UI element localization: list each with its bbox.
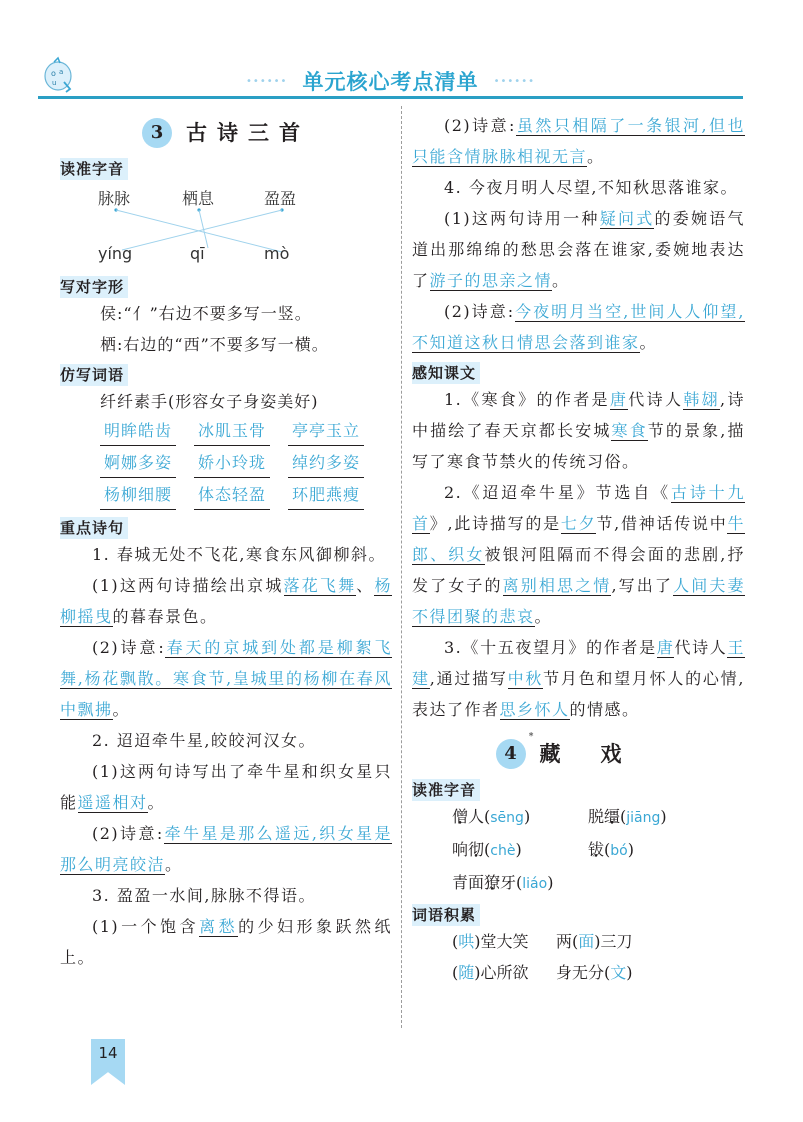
text: 》,此诗描写的是 — [429, 514, 561, 533]
idiom-answer: 随 — [458, 963, 475, 982]
answer-word: 体态轻盈 — [194, 481, 270, 510]
answer: 唐 — [609, 390, 629, 409]
lesson-title: 古诗三首 — [186, 119, 310, 145]
match-word: 脉脉 — [98, 189, 131, 208]
text: 3.《十五夜望月》的作者是 — [444, 638, 657, 657]
idiom-row — [412, 957, 745, 988]
idiom: 身无分(文) — [556, 963, 633, 982]
pinyin-answer: sēng — [490, 810, 524, 826]
answer: 古诗十九首 — [412, 483, 745, 533]
answer: 落花飞舞 — [283, 576, 357, 595]
answer: 春天的京城到处都是柳絮飞舞,杨花飘散。寒食节,皇城里的杨柳在春风中飘拂 — [60, 638, 392, 719]
dotted-char: 彻 — [468, 840, 485, 859]
column-divider — [401, 106, 402, 1028]
text: 节的景象,描写了寒食节禁火的传统习俗。 — [412, 421, 745, 471]
header-rule — [38, 96, 743, 99]
section-label-write: 写对字形 — [60, 276, 128, 298]
answer: 七夕 — [560, 514, 597, 533]
imitate-example: 纤纤素手(形容女子身姿美好) — [100, 392, 319, 411]
answer: 唐 — [656, 638, 675, 657]
answer: 王建 — [412, 638, 745, 688]
pinyin-matching-exercise — [60, 180, 392, 272]
imitate-answers-grid — [60, 417, 392, 513]
page-header-title: 单元核心考点清单 — [302, 69, 479, 94]
write-tip: 侯:“亻”右边不要多写一竖。 — [100, 304, 312, 323]
idiom-answer: 文 — [610, 963, 627, 982]
poem-line: 1. 春城无处不飞花,寒食东风御柳斜。 — [92, 545, 386, 564]
left-column — [60, 110, 392, 973]
svg-text:u: u — [52, 79, 57, 87]
answer: 寒食 — [611, 421, 648, 440]
idiom-answer: 哄 — [458, 932, 475, 951]
question — [60, 818, 392, 880]
question — [60, 570, 392, 632]
pinyin-answer: bó — [610, 843, 628, 859]
question-text: (2)诗意: — [444, 302, 515, 321]
question-text: 。 — [165, 855, 183, 874]
section-label-key-lines: 重点诗句 — [60, 517, 128, 539]
question-text: (1)这两句诗用一种 — [444, 209, 600, 228]
section-label-pronunciation: 读准字音 — [412, 779, 480, 801]
lesson-number-badge: 3 — [142, 118, 172, 148]
answer: 离愁 — [199, 917, 239, 936]
lesson-4-heading — [412, 731, 745, 775]
pinyin-answer: chè — [490, 843, 516, 859]
lesson-number-badge — [496, 731, 534, 769]
question — [60, 756, 392, 818]
write-tip: 栖:右边的“西”不要多写一横。 — [100, 335, 329, 354]
dotted-char: 僧 — [452, 807, 469, 826]
question-text: 。 — [639, 333, 658, 352]
decorative-dots-right: •••••• — [493, 75, 535, 87]
answer: 遥遥相对 — [77, 793, 148, 812]
text: 1.《寒食》的作者是 — [444, 390, 610, 409]
question-text: 。 — [147, 793, 166, 812]
pinyin-item: 僧人(sēng) — [452, 807, 531, 826]
dotted-char: 獠 — [484, 873, 501, 892]
answer: 人间夫妻不得团聚的悲哀 — [412, 576, 745, 626]
answer: 思乡怀人 — [499, 700, 570, 719]
match-pinyin: mò — [264, 244, 290, 263]
answer: 离别相思之情 — [502, 576, 612, 595]
section-label-word-accumulation: 词语积累 — [412, 904, 480, 926]
question — [60, 632, 392, 725]
answer-word: 娇小玲珑 — [194, 449, 270, 478]
question-text: (2)诗意: — [92, 824, 164, 843]
question-text: 的暮春景色。 — [112, 607, 218, 626]
idiom-answer: 面 — [578, 932, 595, 951]
pinyin-item: 钹(bó) — [588, 840, 634, 859]
answer-word: 亭亭玉立 — [288, 417, 364, 446]
right-column — [412, 110, 745, 988]
answer-word: 冰肌玉骨 — [194, 417, 270, 446]
pinyin-row — [412, 801, 745, 834]
match-pinyin: yíng — [98, 244, 133, 263]
match-pinyin: qī — [190, 244, 205, 263]
answer: 今夜明月当空,世间人人仰望,不知道这秋日情思会落到谁家 — [412, 302, 745, 352]
pinyin-answer: liáo — [522, 876, 548, 892]
question-text: 。 — [112, 700, 131, 719]
question — [412, 110, 745, 172]
idiom-text: 心所欲 — [480, 963, 529, 982]
poem-line: 2. 迢迢牵牛星,皎皎河汉女。 — [92, 731, 316, 750]
svg-text:o: o — [51, 69, 56, 78]
match-word: 盈盈 — [264, 189, 297, 208]
text: 节,借神话传说中 — [596, 514, 728, 533]
answer-word: 婀娜多姿 — [100, 449, 176, 478]
lesson-number: 4 — [504, 742, 517, 764]
idiom-text: 三刀 — [600, 932, 633, 951]
poem-line: 3. 盈盈一水间,脉脉不得语。 — [92, 886, 316, 905]
text: 代诗人 — [674, 638, 728, 657]
answer: 虽然只相隔了一条银河,但也只能含情脉脉相视无言 — [412, 116, 745, 166]
question-text: 。 — [552, 271, 570, 290]
section-label-perceive: 感知课文 — [412, 362, 480, 384]
match-word: 栖息 — [182, 189, 215, 208]
poem-line: 4. 今夜月明人尽望,不知秋思落谁家。 — [444, 178, 738, 197]
answer-word: 明眸皓齿 — [100, 417, 176, 446]
answer-word: 绰约多姿 — [288, 449, 364, 478]
question-text: (1)这两句诗描绘出京城 — [92, 576, 284, 595]
answer: 牛郎、织女 — [412, 514, 745, 564]
idiom: (随)心所欲 — [452, 963, 529, 982]
question — [412, 203, 745, 296]
text: 2.《迢迢牵牛星》节选自《 — [444, 483, 671, 502]
question-text: 、 — [356, 576, 375, 595]
answer-word: 环肥燕瘦 — [288, 481, 364, 510]
section-label-imitate: 仿写词语 — [60, 364, 128, 386]
question — [412, 296, 745, 358]
answer: 疑问式 — [599, 209, 655, 228]
perceive-item — [412, 384, 745, 477]
question-text: (2)诗意: — [92, 638, 166, 657]
idiom: 两(面)三刀 — [556, 932, 633, 951]
question-text: (2)诗意: — [444, 116, 516, 135]
lesson-3-heading — [60, 110, 392, 154]
answer: 中秋 — [507, 669, 544, 688]
dotted-char: 缰 — [604, 807, 621, 826]
answer: 杨柳摇曳 — [60, 576, 392, 626]
pinyin-item: 青面獠牙(liáo) — [452, 873, 554, 892]
dotted-char: 钹 — [588, 840, 605, 859]
svg-text:a: a — [59, 68, 64, 76]
section-label-pronunciation: 读准字音 — [60, 158, 128, 180]
page-number: 14 — [98, 1044, 118, 1062]
question-text: (1)一个饱含 — [92, 917, 200, 936]
text: ,写出了 — [611, 576, 674, 595]
decorative-dots-left: •••••• — [246, 75, 288, 87]
question-text: 。 — [587, 147, 605, 166]
pinyin-answer: jiāng — [626, 810, 661, 826]
pinyin-item: 脱缰(jiāng) — [588, 807, 667, 826]
text: 。 — [534, 607, 553, 626]
idiom: (哄)堂大笑 — [452, 932, 529, 951]
text: 代诗人 — [628, 390, 684, 409]
question-text: 的委婉语气道出那绵绵的愁思会落在谁家,委婉地表达了 — [412, 209, 745, 290]
answer: 游子的思亲之情 — [429, 271, 553, 290]
pinyin-item: 响彻(chè) — [452, 840, 522, 859]
answer: 韩翃 — [683, 390, 721, 409]
text: 被银河阻隔而不得会面的悲剧,抒发了女子的 — [412, 545, 745, 595]
page-header — [38, 52, 743, 100]
idiom-text: 两 — [556, 932, 573, 951]
question-text: (1)这两句诗写出了牵牛星和织女星只能 — [60, 762, 392, 812]
idiom-row — [412, 926, 745, 957]
idiom-text: 堂大笑 — [480, 932, 529, 951]
perceive-item — [412, 477, 745, 632]
idiom-text: 身无分 — [556, 963, 605, 982]
text: 节月色和望月怀人的心情,表达了作者 — [412, 669, 745, 719]
optional-star-mark: * — [528, 731, 534, 742]
question — [60, 911, 392, 973]
text: ,诗中描绘了春天京都长安城 — [412, 390, 745, 440]
text: ,通过描写 — [429, 669, 508, 688]
lesson-title: 藏戏 — [539, 740, 662, 766]
text: 的情感。 — [569, 700, 640, 719]
answer: 牵牛星是那么遥远,织女星是那么明亮皎洁 — [60, 824, 392, 874]
perceive-item — [412, 632, 745, 725]
pinyin-row — [412, 867, 745, 900]
question-text: 的少妇形象跃然纸上。 — [60, 917, 392, 967]
answer-word: 杨柳细腰 — [100, 481, 176, 510]
